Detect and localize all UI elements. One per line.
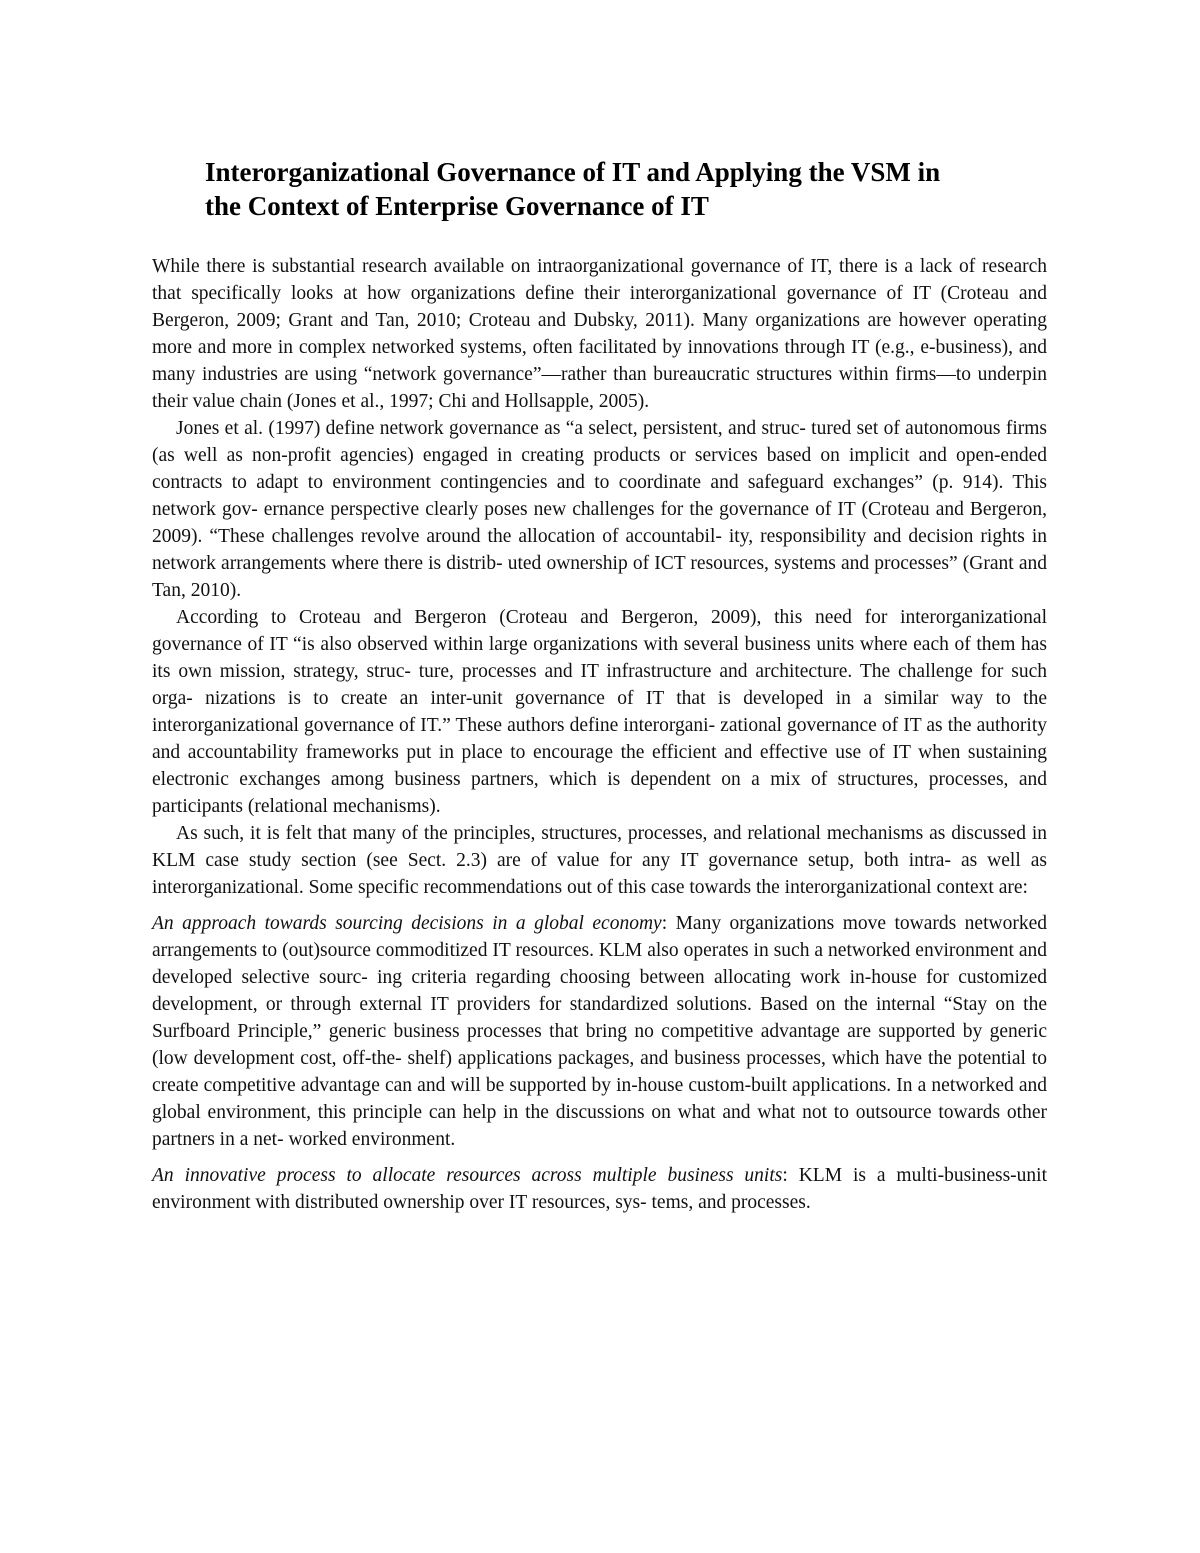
paragraph-4: As such, it is felt that many of the principles, structures, processes, and relational mechanisms as discussed in KLM case study section (see Sect. 2.3) are of value for any IT governance setup, both intra- as well as interorganizational. Some specific recommendations out of this case towards the interorganizational context are: xyxy=(152,823,1047,898)
paragraph-2: Jones et al. (1997) define network governance as “a select, persistent, and struc- tured set of autonomous firms (as well as non-profit agencies) engaged in creating products or services based on implicit and open-ended contracts to adapt to environment contingencies and to coordinate and safeguard exchanges” (p. 914). This network gov- ernance perspective clearly poses new challenges for the governance of IT (Croteau and Bergeron, 2009). “These challenges revolve around the allocation of accountabil- ity, responsibility and decision rights in network arrangements where there is distrib- uted ownership of ICT resources, systems and processes” (Grant and Tan, 2010). xyxy=(152,418,1047,601)
paragraph-5-body: : Many organizations move towards networked arrangements to (out)source commoditized IT resources. KLM also operates in such a networked environment and developed selective sourc- ing criteria regarding choosing between allocating work in-house for customized development, or through external IT providers for standardized solutions. Based on the internal “Stay on the Surfboard Principle,” generic business processes that bring no competitive advantage are supported by generic (low development cost, off-the- shelf) applications packages, and business processes, which have the potential to create competitive advantage can and will be supported by in-house custom-built applications. In a networked and global environment, this principle can help in the discussions on what and what not to outsource towards other partners in a net- worked environment. xyxy=(152,913,1047,1150)
body-text xyxy=(152,253,1047,1216)
paragraph-6-body: : KLM is a multi-business-unit environment with distributed ownership over IT resources, sys- tems, and processes. xyxy=(152,1165,1047,1213)
paragraph-3: According to Croteau and Bergeron (Croteau and Bergeron, 2009), this need for interorganizational governance of IT “is also observed within large organizations with several business units where each of them has its own mission, strategy, struc- ture, processes and IT infrastructure and architecture. The challenge for such orga- nizations is to create an inter-unit governance of IT that is developed in a similar way to the interorganizational governance of IT.” These authors define interorgani- zational governance of IT as the authority and accountability frameworks put in place to encourage the efficient and effective use of IT when sustaining electronic exchanges among business partners, which is dependent on a mix of structures, processes, and participants (relational mechanisms). xyxy=(152,607,1047,817)
section-heading xyxy=(205,155,1065,223)
paragraph-1: While there is substantial research available on intraorganizational governance of IT, there is a lack of research that specifically looks at how organizations define their interorganizational governance of IT (Croteau and Bergeron, 2009; Grant and Tan, 2010; Croteau and Dubsky, 2011). Many organizations are however operating more and more in complex networked systems, often facilitated by innovations through IT (e.g., e-business), and many industries are using “network governance”—rather than bureaucratic structures within firms—to underpin their value chain (Jones et al., 1997; Chi and Hollsapple, 2005). xyxy=(152,256,1047,412)
paragraph-6-lead: An innovative process to allocate resources across multiple business units xyxy=(152,1165,783,1186)
paragraph-5 xyxy=(152,910,1047,1153)
heading-line-1: Interorganizational Governance of IT and Applying the VSM in xyxy=(205,157,941,187)
heading-line-2: the Context of Enterprise Governance of IT xyxy=(205,191,709,221)
paragraph-5-lead: An approach towards sourcing decisions in a global economy xyxy=(152,913,662,934)
paragraph-6 xyxy=(152,1162,1047,1216)
